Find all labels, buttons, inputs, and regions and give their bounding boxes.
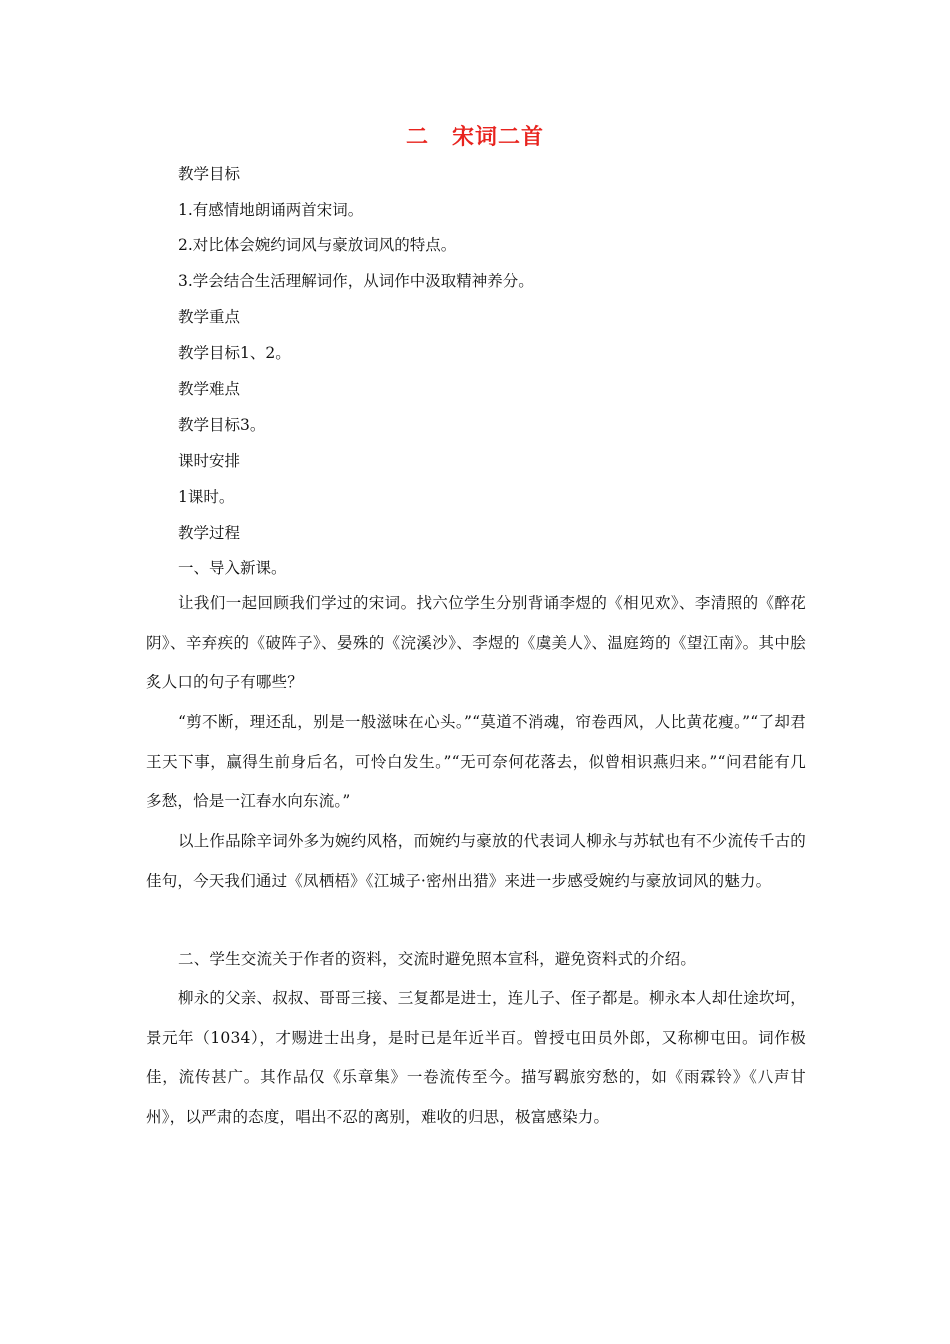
difficulties-text: 教学目标3。 [178, 416, 266, 434]
schedule-text: 1课时。 [178, 488, 235, 506]
section-intro-heading: 一、导入新课。 [178, 559, 287, 577]
paragraph-liu-yong: 柳永的父亲、叔叔、哥哥三接、三复都是进士，连儿子、侄子都是。柳永本人却仕途坎坷，景元年（1034），才赐进士出身，是时已是年近半百。曾授屯田员外郎，又称柳屯田。词作极佳，流传甚广。其作品仅《乐章集》一卷流传至今。描写羁旅穷愁的，如《雨霖铃》《八声甘州》，以严肃的态度，唱出不忍的离别，难收的归思，极富感染力。 [146, 989, 807, 1126]
paragraph-styles: 以上作品除辛词外多为婉约风格，而婉约与豪放的代表词人柳永与苏轼也有不少流传千古的佳句，今天我们通过《凤栖梧》《江城子·密州出猎》来进一步感受婉约与豪放词风的魅力。 [146, 832, 807, 890]
page-title: 二 宋词二首 [405, 124, 544, 150]
paragraph-review: 让我们一起回顾我们学过的宋词。找六位学生分别背诵李煜的《相见欢》、李清照的《醉花阴》、辛弃疾的《破阵子》、晏殊的《浣溪沙》、李煜的《虞美人》、温庭筠的《望江南》。其中脍炙人口的句子有哪些？ [146, 594, 806, 691]
heading-key-points: 教学重点 [178, 308, 241, 326]
goal-item-2: 2.对比体会婉约词风与豪放词风的特点。 [178, 236, 457, 254]
heading-process: 教学过程 [178, 524, 241, 542]
heading-teaching-goals: 教学目标 [178, 165, 241, 183]
goal-item-3: 3.学会结合生活理解词作，从词作中汲取精神养分。 [178, 272, 534, 290]
heading-schedule: 课时安排 [178, 452, 241, 470]
paragraph-quotes: “剪不断，理还乱，别是一般滋味在心头。”“莫道不消魂，帘卷西风，人比黄花瘦。”“了却君王天下事，赢得生前身后名，可怜白发生。”“无可奈何花落去，似曾相识燕归来。”“问君能有几多愁，恰是一江春水向东流。” [146, 713, 806, 810]
key-points-text: 教学目标1、2。 [178, 344, 291, 362]
paragraph-section-two: 二、学生交流关于作者的资料，交流时避免照本宣科，避免资料式的介绍。 [178, 950, 697, 968]
heading-difficulties: 教学难点 [178, 380, 241, 398]
goal-item-1: 1.有感情地朗诵两首宋词。 [178, 201, 364, 219]
